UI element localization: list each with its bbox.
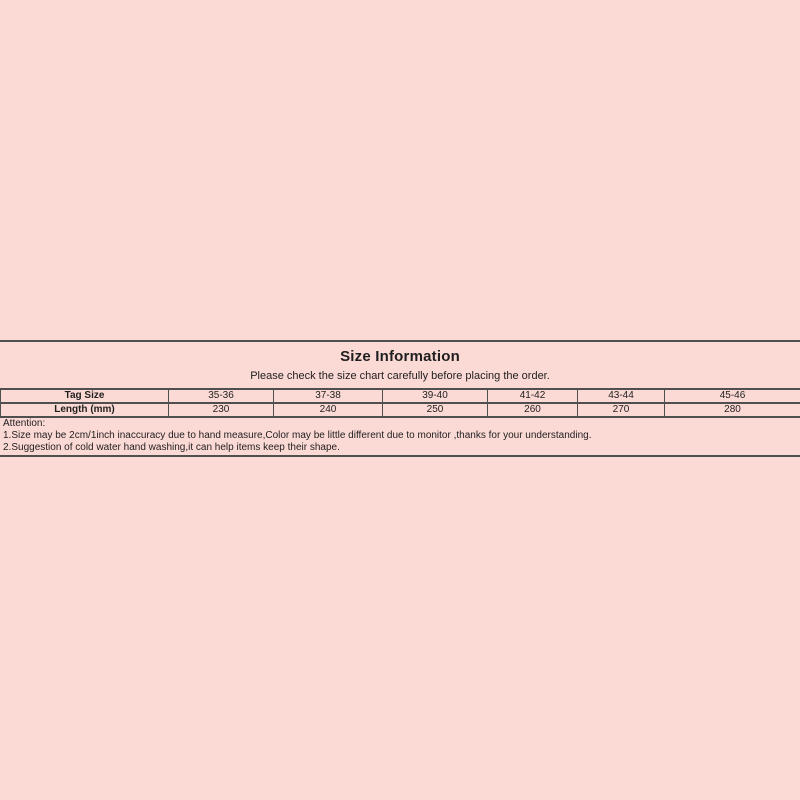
attention-block xyxy=(3,418,797,454)
size-chart-note: Please check the size chart carefully before placing the order. xyxy=(250,370,550,382)
row-label-tag-size: Tag Size xyxy=(1,389,169,403)
table-row-length xyxy=(1,403,800,417)
bottom-divider-line xyxy=(0,455,800,457)
attention-heading: Attention: xyxy=(3,418,46,429)
table-cell: 41-42 xyxy=(488,389,578,403)
table-cell: 35-36 xyxy=(169,389,274,403)
table-row-tag-size xyxy=(1,389,800,403)
table-cell: 280 xyxy=(665,403,800,417)
row-label-length: Length (mm) xyxy=(1,403,169,417)
table-cell: 230 xyxy=(169,403,274,417)
table-cell: 39-40 xyxy=(383,389,488,403)
table-cell: 240 xyxy=(274,403,383,417)
table-cell: 37-38 xyxy=(274,389,383,403)
attention-line-1: 1.Size may be 2cm/1inch inaccuracy due to hand measure,Color may be little different due to monitor ,thanks for your understanding. xyxy=(3,430,592,441)
size-information-title: Size Information xyxy=(340,348,460,365)
table-cell: 260 xyxy=(488,403,578,417)
table-cell: 250 xyxy=(383,403,488,417)
size-table xyxy=(0,388,800,418)
table-cell: 45-46 xyxy=(665,389,800,403)
attention-line-2: 2.Suggestion of cold water hand washing,it can help items keep their shape. xyxy=(3,442,340,453)
table-cell: 270 xyxy=(578,403,665,417)
top-divider-line xyxy=(0,340,800,342)
table-cell: 43-44 xyxy=(578,389,665,403)
